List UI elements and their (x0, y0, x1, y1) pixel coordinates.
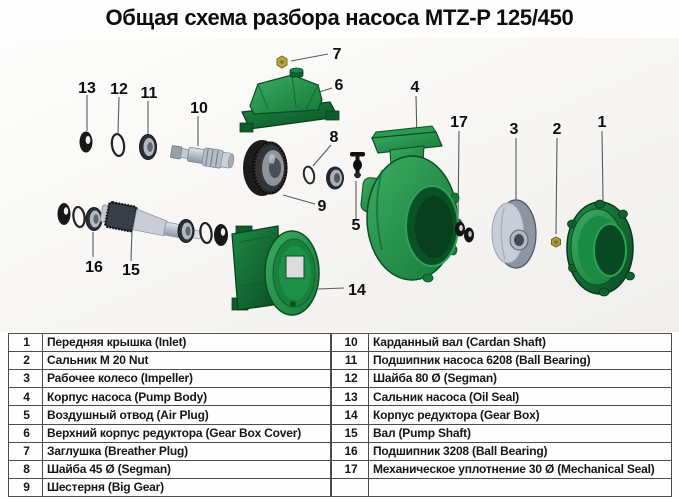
callout-10: 10 (190, 100, 208, 117)
part-name-cell: Воздушный отвод (Air Plug) (43, 406, 331, 424)
callout-7: 7 (332, 46, 342, 63)
table-row (332, 478, 672, 496)
part-number-cell: 3 (9, 370, 43, 388)
callout-6: 6 (334, 77, 344, 94)
table-row (9, 334, 331, 352)
parts-table (8, 333, 672, 497)
callout-1: 1 (597, 114, 607, 131)
table-row (332, 370, 672, 388)
part-number-cell: 14 (332, 406, 369, 424)
part-gear-box (232, 226, 319, 315)
part-name-cell: Заглушка (Breather Plug) (43, 442, 331, 460)
table-row (332, 388, 672, 406)
part-name-cell: Сальник насоса (Oil Seal) (369, 388, 672, 406)
part-number-cell: 12 (332, 370, 369, 388)
part-number-cell: 15 (332, 424, 369, 442)
part-oil-seal (80, 132, 93, 153)
callout-9: 9 (317, 198, 327, 215)
parts-table-right (331, 333, 672, 497)
table-row (332, 442, 672, 460)
part-ball-bearing-3208 (86, 208, 102, 231)
part-name-cell: Корпус редуктора (Gear Box) (369, 406, 672, 424)
callout-16: 16 (85, 259, 103, 276)
part-name-cell: Рабочее колесо (Impeller) (43, 370, 331, 388)
callout-3: 3 (509, 121, 519, 138)
table-row (9, 406, 331, 424)
table-row (9, 478, 331, 496)
table-row (332, 352, 672, 370)
part-number-cell: 7 (9, 442, 43, 460)
part-name-cell: Верхний корпус редуктора (Gear Box Cover) (43, 424, 331, 442)
part-number-cell: 8 (9, 460, 43, 478)
table-row (332, 460, 672, 478)
table-row (9, 352, 331, 370)
page-title: Общая схема разбора насоса MTZ-P 125/450 (105, 5, 574, 30)
part-seal-left (58, 203, 71, 225)
part-name-cell: Вал (Pump Shaft) (369, 424, 672, 442)
part-number-cell: 10 (332, 334, 369, 352)
part-number-cell: 6 (9, 424, 43, 442)
table-row (9, 460, 331, 478)
table-row (9, 424, 331, 442)
callout-2: 2 (552, 121, 562, 138)
table-row (332, 406, 672, 424)
part-name-cell: Механическое уплотнение 30 Ø (Mechanical Seal) (369, 460, 672, 478)
part-ball-bearing-6208 (140, 135, 157, 160)
part-name-cell: Подшипник 3208 (Ball Bearing) (369, 442, 672, 460)
part-number-cell: 13 (332, 388, 369, 406)
table-row (9, 442, 331, 460)
part-name-cell: Шестерня (Big Gear) (43, 478, 331, 496)
part-ball-bearing-right (178, 220, 194, 243)
part-number-cell: 1 (9, 334, 43, 352)
part-number-cell (332, 478, 369, 496)
part-number-cell: 4 (9, 388, 43, 406)
part-name-cell: Передняя крышка (Inlet) (43, 334, 331, 352)
part-number-cell: 2 (9, 352, 43, 370)
callout-14: 14 (348, 282, 366, 299)
part-big-gear (243, 140, 287, 196)
part-seal-right (214, 224, 228, 246)
table-row (332, 424, 672, 442)
pump-exploded-view (0, 38, 679, 332)
table-row (332, 334, 672, 352)
part-name-cell: Шайба 45 Ø (Segman) (43, 460, 331, 478)
table-row (9, 388, 331, 406)
part-ball-bearing-small (326, 167, 344, 190)
callout-4: 4 (410, 79, 420, 96)
part-number-cell: 11 (332, 352, 369, 370)
part-name-cell: Подшипник насоса 6208 (Ball Bearing) (369, 352, 672, 370)
callout-12: 12 (110, 81, 128, 98)
callout-11: 11 (140, 85, 158, 102)
part-name-cell: Корпус насоса (Pump Body) (43, 388, 331, 406)
part-number-cell: 9 (9, 478, 43, 496)
part-name-cell: Карданный вал (Cardan Shaft) (369, 334, 672, 352)
callout-8: 8 (329, 129, 339, 146)
parts-table-left (8, 333, 331, 497)
exploded-diagram (0, 38, 679, 332)
callout-5: 5 (351, 217, 361, 234)
callout-17: 17 (450, 114, 468, 131)
part-number-cell: 16 (332, 442, 369, 460)
part-name-cell: Сальник M 20 Nut (43, 352, 331, 370)
part-impeller (492, 200, 536, 268)
part-number-cell: 5 (9, 406, 43, 424)
part-name-cell: Шайба 80 Ø (Segman) (369, 370, 672, 388)
part-breather-plug (277, 56, 287, 68)
callout-13: 13 (78, 80, 96, 97)
callout-15: 15 (122, 262, 140, 279)
part-nut-m20 (552, 237, 561, 247)
part-name-cell (369, 478, 672, 496)
part-number-cell: 17 (332, 460, 369, 478)
table-row (9, 370, 331, 388)
